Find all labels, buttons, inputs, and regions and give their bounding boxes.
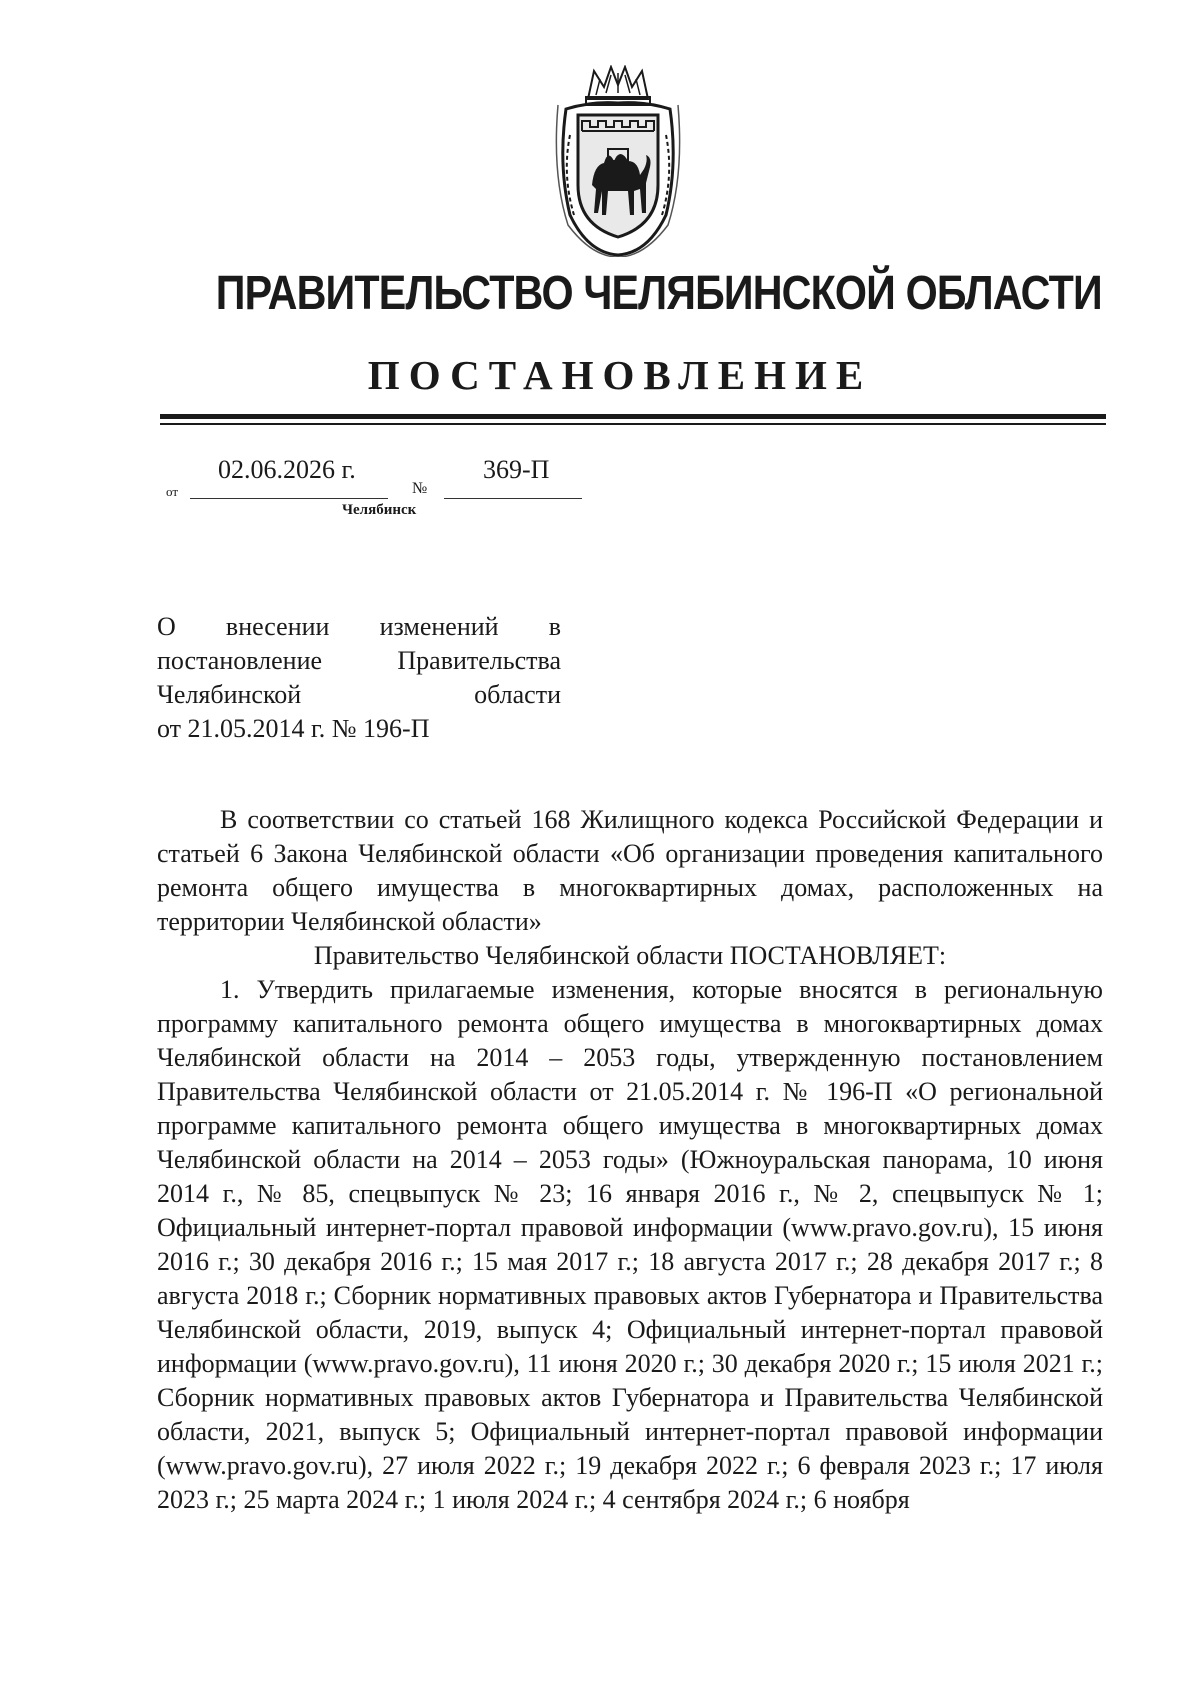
subject-line: О внесении изменений в: [157, 612, 561, 641]
government-title: ПРАВИТЕЛЬСТВО ЧЕЛЯБИНСКОЙ ОБЛАСТИ: [215, 267, 1102, 320]
subject-line: Челябинской области: [157, 680, 561, 709]
resolves-paragraph: Правительство Челябинской области ПОСТАНОВЛЯЕТ:: [313, 941, 947, 970]
header-divider-thin: [160, 423, 1106, 425]
subject-line: постановление Правительства: [157, 646, 561, 675]
city: Челябинск: [342, 502, 417, 518]
preamble-paragraph: В соответствии со статьей 168 Жилищного кодекса Российской Федерации и статьей 6 Закона Челябинской области «Об организации проведения капитального ремонта общего имущества в многоквартирных домах, расположенных на территории Челябинской области»: [157, 805, 1103, 936]
number-label: №: [412, 480, 428, 497]
header-divider-thick: [160, 414, 1106, 419]
document-subject: [157, 610, 561, 746]
document-kind: ПОСТАНОВЛЕНИЕ: [367, 352, 873, 398]
date-underline: [190, 498, 388, 499]
subject-line: от 21.05.2014 г. № 196-П: [157, 714, 430, 743]
item-1-paragraph: 1. Утвердить прилагаемые изменения, которые вносятся в региональную программу капитального ремонта общего имущества в многоквартирных домах Челябинской области на 2014 – 2053 годы, утвержденную постановлением Правительства Челябинской области от 21.05.2014 г. № 196-П «О региональной программе капитального ремонта общего имущества в многоквартирных домах Челябинской области на 2014 – 2053 годы» (Южноуральская панорама, 10 июня 2014 г., № 85, спецвыпуск № 23; 16 января 2016 г., № 2, спецвыпуск № 1; Официальный интернет-портал правовой информации (www.pravo.gov.ru), 15 июня 2016 г.; 30 декабря 2016 г.; 15 мая 2017 г.; 18 августа 2017 г.; 28 декабря 2017 г.; 8 августа 2018 г.; Сборник нормативных правовых актов Губернатора и Правительства Челябинской области, 2019, выпуск 4; Официальный интернет-портал правовой информации (www.pravo.gov.ru), 11 июня 2020 г.; 30 декабря 2020 г.; 15 июля 2021 г.; Сборник нормативных правовых актов Губернатора и Правительства Челябинской области, 2021, выпуск 5; Официальный интернет-портал правовой информации (www.pravo.gov.ru), 27 июля 2022 г.; 19 декабря 2022 г.; 6 февраля 2023 г.; 17 июля 2023 г.; 25 марта 2024 г.; 1 июля 2024 г.; 4 сентября 2024 г.; 6 ноября: [157, 975, 1103, 1514]
number-value: 369-П: [483, 455, 550, 484]
date-label: от: [166, 484, 179, 499]
document-body: [157, 803, 1103, 1517]
coat-of-arms-icon: [548, 65, 688, 257]
date-value: 02.06.2026 г.: [218, 455, 356, 484]
number-underline: [444, 498, 582, 499]
